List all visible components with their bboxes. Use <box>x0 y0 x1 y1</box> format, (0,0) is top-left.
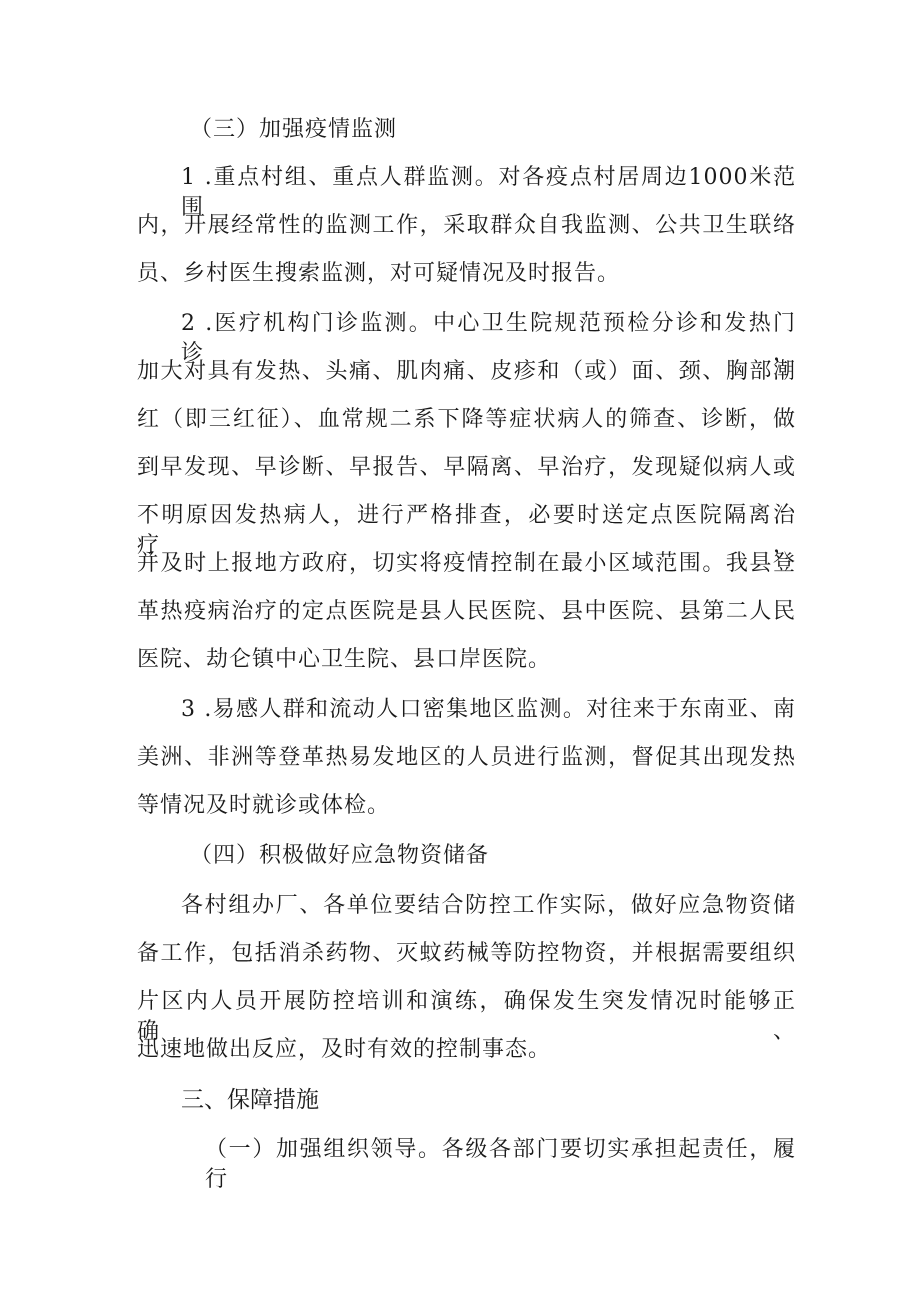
paragraph-line: 等情况及时就诊或体检。 <box>137 793 391 818</box>
paragraph-line: 加大对具有发热、头痛、肌肉痛、皮疹和（或）面、颈、胸部潮 <box>137 359 796 384</box>
paragraph-line: （一）加强组织领导。各级各部门要切实承担起责任，履行 <box>205 1137 796 1192</box>
paragraph-line: 内，开展经常性的监测工作，采取群众自我监测、公共卫生联络 <box>137 213 796 238</box>
section-heading-3: （三）加强疫情监测 <box>190 117 398 142</box>
paragraph-line: 红（即三红征）、血常规二系下降等症状病人的筛查、诊断，做 <box>137 407 796 432</box>
paragraph-line: 员、乡村医生搜索监测，对可疑情况及时报告。 <box>137 261 621 286</box>
paragraph-line: 1 .重点村组、重点人群监测。对各疫点村居周边1000米范围 <box>181 165 796 220</box>
chapter-heading: 三、保障措施 <box>181 1087 319 1113</box>
paragraph-line: 2 .医疗机构门诊监测。中心卫生院规范预检分诊和发热门诊， <box>181 311 796 366</box>
paragraph-line: 3 .易感人群和流动人口密集地区监测。对往来于东南亚、南 <box>181 697 796 722</box>
paragraph-line: 各村组办厂、各单位要结合防控工作实际，做好应急物资储 <box>181 893 796 918</box>
paragraph-line: 革热疫病治疗的定点医院是县人民医院、县中医院、县第二人民 <box>137 599 796 624</box>
paragraph-line: 片区内人员开展防控培训和演练，确保发生突发情况时能够正确、 <box>137 989 796 1044</box>
paragraph-line: 迅速地做出反应，及时有效的控制事态。 <box>137 1037 552 1062</box>
paragraph-line: 到早发现、早诊断、早报告、早隔离、早治疗，发现疑似病人或 <box>137 455 796 480</box>
paragraph-line: 备工作，包括消杀药物、灭蚊药械等防控物资，并根据需要组织 <box>137 941 796 966</box>
paragraph-line: 医院、劫仑镇中心卫生院、县口岸医院。 <box>137 647 552 672</box>
section-heading-4: （四）积极做好应急物资储备 <box>190 843 490 868</box>
paragraph-line: 并及时上报地方政府，切实将疫情控制在最小区域范围。我县登 <box>137 551 796 576</box>
paragraph-line: 美洲、非洲等登革热易发地区的人员进行监测，督促其出现发热 <box>137 745 796 770</box>
paragraph-line: 不明原因发热病人，进行严格排查，必要时送定点医院隔离治疗， <box>137 503 796 558</box>
